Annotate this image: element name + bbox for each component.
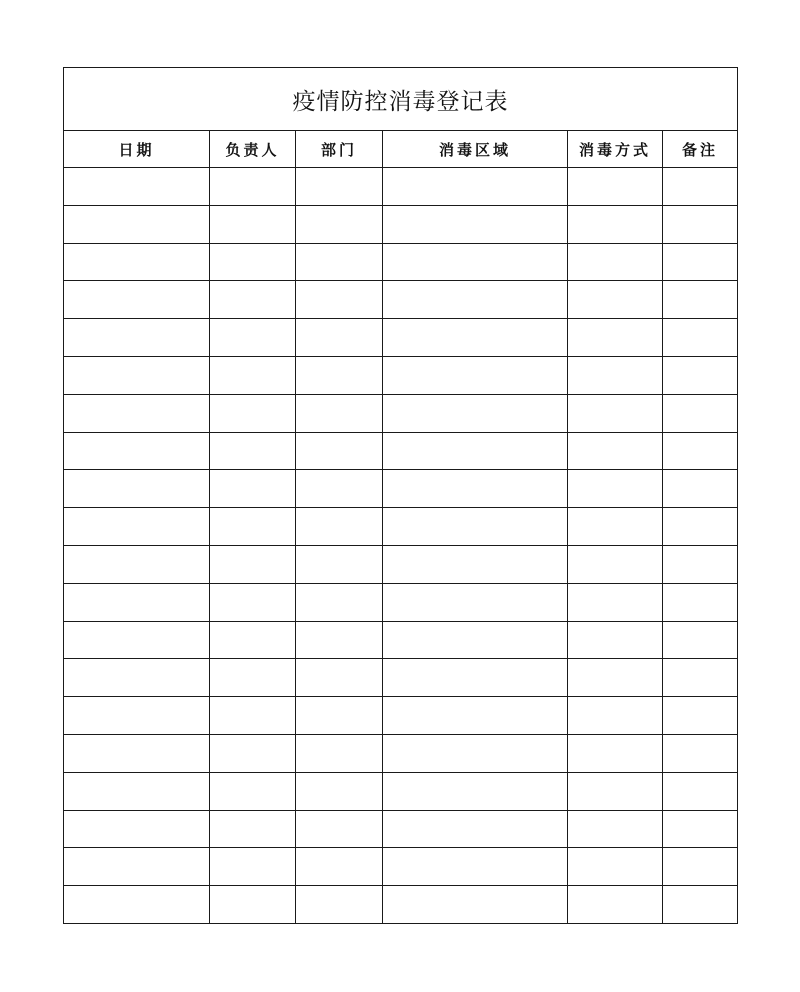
title-row xyxy=(64,68,738,131)
table-row xyxy=(64,432,738,470)
table-cell-department xyxy=(296,205,383,243)
table-cell-disinfection-method xyxy=(568,394,663,432)
table-cell-date xyxy=(64,848,210,886)
table-cell-disinfection-area xyxy=(383,394,568,432)
table-row xyxy=(64,659,738,697)
table-cell-remarks xyxy=(663,772,738,810)
table-cell-department xyxy=(296,697,383,735)
table-cell-date xyxy=(64,281,210,319)
table-row xyxy=(64,734,738,772)
table-cell-person-in-charge xyxy=(210,659,296,697)
table-row xyxy=(64,168,738,206)
table-cell-person-in-charge xyxy=(210,583,296,621)
table-cell-remarks xyxy=(663,319,738,357)
table-cell-disinfection-method xyxy=(568,772,663,810)
table-cell-remarks xyxy=(663,508,738,546)
table-row xyxy=(64,508,738,546)
table-cell-department xyxy=(296,659,383,697)
table-cell-disinfection-method xyxy=(568,281,663,319)
table-cell-disinfection-area xyxy=(383,545,568,583)
table-cell-disinfection-area xyxy=(383,621,568,659)
table-cell-remarks xyxy=(663,659,738,697)
table-cell-disinfection-method xyxy=(568,621,663,659)
table-cell-department xyxy=(296,394,383,432)
table-cell-disinfection-area xyxy=(383,772,568,810)
table-cell-disinfection-method xyxy=(568,168,663,206)
table-cell-date xyxy=(64,394,210,432)
column-header-department: 部门 xyxy=(296,131,383,168)
table-cell-disinfection-method xyxy=(568,319,663,357)
table-cell-disinfection-method xyxy=(568,583,663,621)
table-cell-date xyxy=(64,205,210,243)
table-cell-remarks xyxy=(663,886,738,924)
table-cell-date xyxy=(64,545,210,583)
table-row xyxy=(64,810,738,848)
table-cell-person-in-charge xyxy=(210,886,296,924)
column-header-date: 日期 xyxy=(64,131,210,168)
table-cell-disinfection-method xyxy=(568,848,663,886)
table-cell-person-in-charge xyxy=(210,432,296,470)
table-cell-person-in-charge xyxy=(210,394,296,432)
table-cell-disinfection-area xyxy=(383,659,568,697)
table-cell-disinfection-area xyxy=(383,319,568,357)
table-cell-person-in-charge xyxy=(210,281,296,319)
table-cell-remarks xyxy=(663,621,738,659)
table-cell-remarks xyxy=(663,356,738,394)
table-cell-disinfection-area xyxy=(383,583,568,621)
table-cell-disinfection-area xyxy=(383,886,568,924)
table-cell-disinfection-area xyxy=(383,470,568,508)
table-row xyxy=(64,205,738,243)
table-cell-department xyxy=(296,319,383,357)
table-cell-remarks xyxy=(663,394,738,432)
table-cell-date xyxy=(64,583,210,621)
table-cell-date xyxy=(64,470,210,508)
table-cell-department xyxy=(296,168,383,206)
table-cell-disinfection-area xyxy=(383,281,568,319)
table-cell-person-in-charge xyxy=(210,356,296,394)
table-cell-date xyxy=(64,508,210,546)
table-cell-department xyxy=(296,621,383,659)
table-cell-date xyxy=(64,886,210,924)
table-row xyxy=(64,356,738,394)
table-cell-date xyxy=(64,432,210,470)
table-cell-remarks xyxy=(663,168,738,206)
table-cell-person-in-charge xyxy=(210,205,296,243)
table-cell-disinfection-area xyxy=(383,848,568,886)
table-cell-disinfection-method xyxy=(568,886,663,924)
table-cell-person-in-charge xyxy=(210,621,296,659)
table-cell-department xyxy=(296,470,383,508)
table-cell-remarks xyxy=(663,734,738,772)
table-cell-person-in-charge xyxy=(210,470,296,508)
table-cell-date xyxy=(64,168,210,206)
table-row xyxy=(64,583,738,621)
column-header-remarks: 备注 xyxy=(663,131,738,168)
table-cell-disinfection-area xyxy=(383,734,568,772)
table-cell-disinfection-area xyxy=(383,508,568,546)
table-cell-date xyxy=(64,621,210,659)
table-cell-disinfection-area xyxy=(383,205,568,243)
table-cell-person-in-charge xyxy=(210,848,296,886)
table-cell-person-in-charge xyxy=(210,810,296,848)
table-cell-person-in-charge xyxy=(210,545,296,583)
table-cell-remarks xyxy=(663,848,738,886)
table-cell-person-in-charge xyxy=(210,734,296,772)
table-cell-disinfection-method xyxy=(568,734,663,772)
table-cell-department xyxy=(296,734,383,772)
table-cell-person-in-charge xyxy=(210,243,296,281)
table-cell-remarks xyxy=(663,470,738,508)
table-row xyxy=(64,281,738,319)
table-cell-remarks xyxy=(663,545,738,583)
table-cell-department xyxy=(296,772,383,810)
table-cell-disinfection-method xyxy=(568,243,663,281)
table-cell-date xyxy=(64,243,210,281)
table-cell-disinfection-area xyxy=(383,810,568,848)
table-cell-department xyxy=(296,281,383,319)
table-row xyxy=(64,621,738,659)
table-row xyxy=(64,243,738,281)
table-cell-department xyxy=(296,848,383,886)
table-cell-department xyxy=(296,583,383,621)
table-cell-person-in-charge xyxy=(210,772,296,810)
table-cell-remarks xyxy=(663,281,738,319)
table-row xyxy=(64,545,738,583)
header-row xyxy=(64,131,738,168)
table-cell-person-in-charge xyxy=(210,508,296,546)
table-cell-department xyxy=(296,886,383,924)
table-row xyxy=(64,470,738,508)
disinfection-register-table xyxy=(63,67,738,924)
table-cell-person-in-charge xyxy=(210,697,296,735)
table-cell-date xyxy=(64,810,210,848)
table-cell-remarks xyxy=(663,810,738,848)
table-cell-disinfection-method xyxy=(568,356,663,394)
table-cell-department xyxy=(296,545,383,583)
table-row xyxy=(64,697,738,735)
table-cell-department xyxy=(296,508,383,546)
table-cell-person-in-charge xyxy=(210,168,296,206)
table-row xyxy=(64,886,738,924)
table-cell-disinfection-method xyxy=(568,810,663,848)
table-cell-date xyxy=(64,356,210,394)
table-cell-disinfection-area xyxy=(383,432,568,470)
table-body xyxy=(64,168,738,924)
table-cell-department xyxy=(296,243,383,281)
table-row xyxy=(64,319,738,357)
table-cell-department xyxy=(296,356,383,394)
table-cell-remarks xyxy=(663,205,738,243)
form-title: 疫情防控消毒登记表 xyxy=(64,68,738,131)
column-header-disinfection-area: 消毒区域 xyxy=(383,131,568,168)
table-cell-disinfection-area xyxy=(383,356,568,394)
table-cell-disinfection-area xyxy=(383,697,568,735)
table-cell-department xyxy=(296,432,383,470)
table-cell-disinfection-area xyxy=(383,243,568,281)
column-header-person-in-charge: 负责人 xyxy=(210,131,296,168)
table-cell-disinfection-method xyxy=(568,545,663,583)
table-cell-remarks xyxy=(663,432,738,470)
table-cell-disinfection-method xyxy=(568,697,663,735)
table-row xyxy=(64,772,738,810)
table-cell-remarks xyxy=(663,243,738,281)
table-cell-disinfection-method xyxy=(568,205,663,243)
table-cell-disinfection-method xyxy=(568,470,663,508)
table-row xyxy=(64,394,738,432)
table-cell-date xyxy=(64,659,210,697)
table-cell-date xyxy=(64,772,210,810)
table-cell-disinfection-method xyxy=(568,508,663,546)
table-cell-remarks xyxy=(663,583,738,621)
table-cell-disinfection-area xyxy=(383,168,568,206)
table-cell-date xyxy=(64,734,210,772)
table-cell-date xyxy=(64,319,210,357)
column-header-disinfection-method: 消毒方式 xyxy=(568,131,663,168)
table-cell-disinfection-method xyxy=(568,659,663,697)
table-cell-person-in-charge xyxy=(210,319,296,357)
table-cell-date xyxy=(64,697,210,735)
table-cell-department xyxy=(296,810,383,848)
table-row xyxy=(64,848,738,886)
table-cell-disinfection-method xyxy=(568,432,663,470)
table-cell-remarks xyxy=(663,697,738,735)
